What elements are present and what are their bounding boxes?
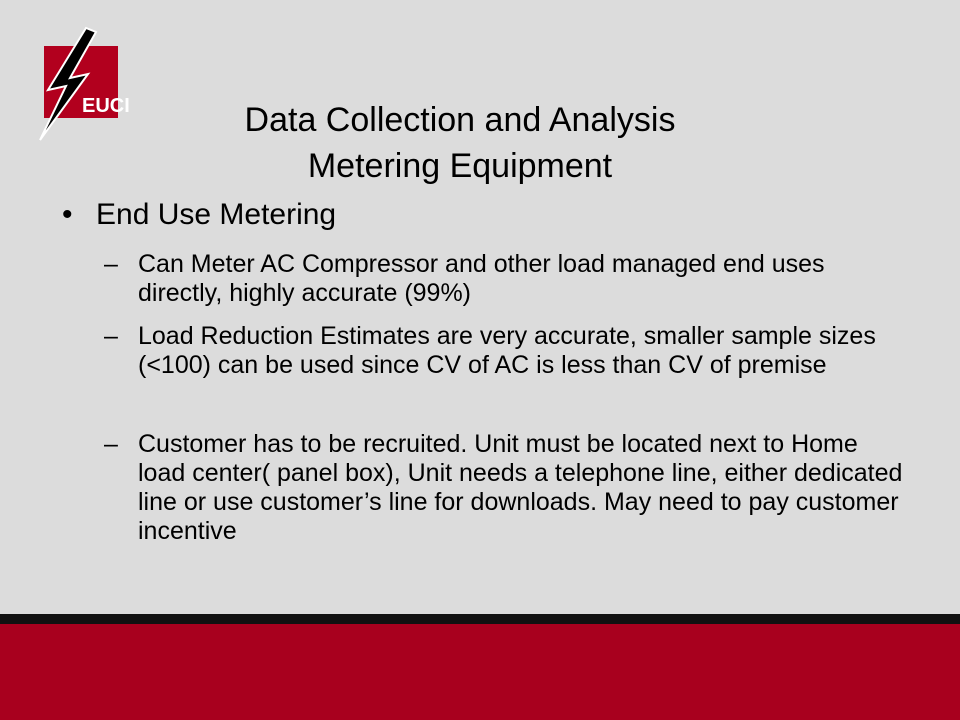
sub-item-dash: –	[104, 322, 118, 350]
sub-item-text: Load Reduction Estimates are very accurate, smaller sample sizes (<100) can be used since CV of AC is less than CV of premise	[138, 322, 876, 379]
sub-item-text: Can Meter AC Compressor and other load managed end uses directly, highly accurate (99%)	[138, 250, 825, 307]
sub-item-text: Customer has to be recruited. Unit must be located next to Home load center( panel box), Unit needs a telephone line, either dedicated line or use customer’s line for downloads. May need to pay customer incentive	[138, 430, 903, 545]
slide-title-line2: Metering Equipment	[307, 147, 613, 185]
sub-item	[104, 430, 904, 546]
sub-item-dash: –	[104, 250, 118, 278]
bullet-text: End Use Metering	[96, 198, 337, 231]
sub-item	[104, 250, 904, 308]
sub-item-dash: –	[104, 430, 118, 458]
sub-item	[104, 322, 904, 380]
slide-title-line1: Data Collection and Analysis	[244, 101, 676, 139]
footer-dark-stripe	[0, 614, 960, 624]
footer-red-band	[0, 624, 960, 720]
bullet-item	[62, 196, 336, 234]
logo-text: EUCI	[82, 95, 130, 117]
bullet-marker: •	[62, 198, 73, 231]
